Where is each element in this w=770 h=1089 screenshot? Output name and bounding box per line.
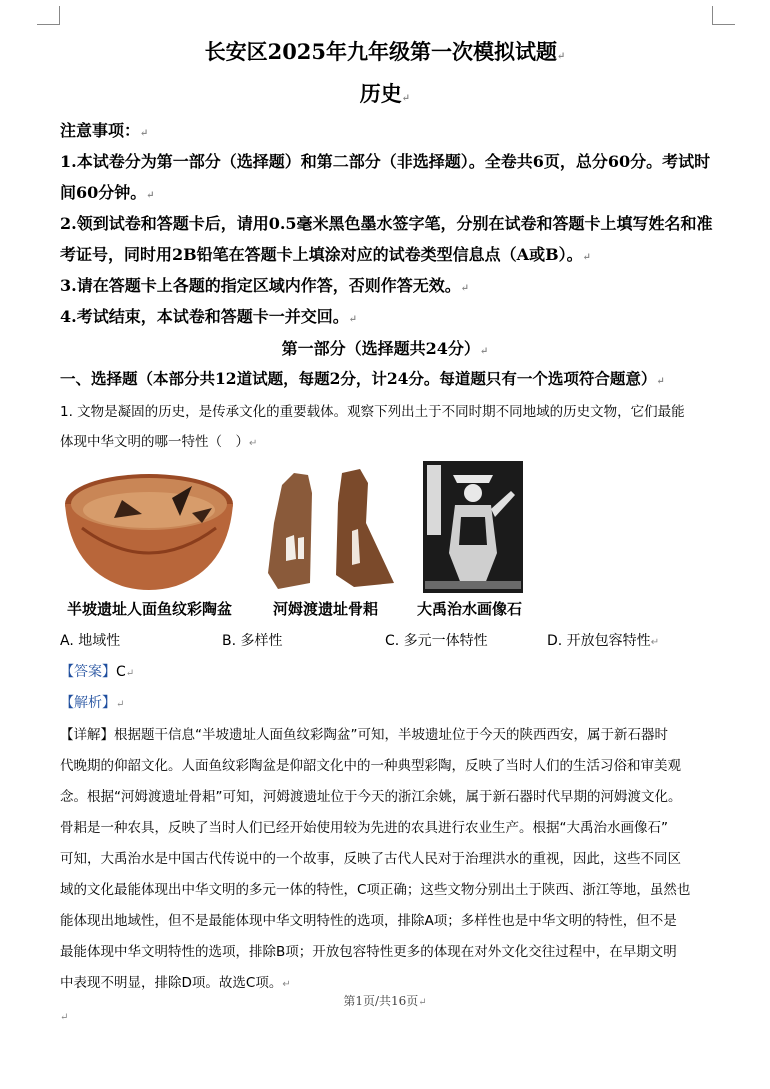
figure-caption-text: 半坡遗址人面鱼纹彩陶盆 xyxy=(67,600,233,618)
paragraph-mark: ↵ xyxy=(249,438,258,449)
section-heading xyxy=(60,367,665,389)
notice-text: 1.本试卷分为第一部分（选择题）和第二部分（非选择题）。全卷共6页，总分60分。考试时 xyxy=(60,152,711,171)
detail-line xyxy=(60,847,681,867)
figure-caption-text: 大禹治水画像石 xyxy=(417,600,523,618)
paragraph-mark: ↵ xyxy=(348,314,358,325)
detail-line xyxy=(60,940,677,960)
option-d xyxy=(547,630,659,650)
notice-item xyxy=(60,180,155,203)
detail-text: 能体现出地域性，但不是最能体现中华文明特性的选项，排除A项；多样性也是中华文明的特性，但不是 xyxy=(60,913,677,929)
notice-text: 间60分钟。 xyxy=(60,183,147,202)
detail-text: 域的文化最能体现出中华文明的多元一体的特性，C项正确；这些文物分别出土于陕西、浙江等地，虽然也 xyxy=(60,882,691,898)
detail-text: 念。根据“河姆渡遗址骨耜”可知，河姆渡遗址位于今天的浙江余姚，属于新石器时代早期的河姆渡文化。 xyxy=(60,789,682,805)
option-text: B. 多样性 xyxy=(222,633,283,649)
detail-text: 最能体现中华文明特性的选项，排除B项；开放包容特性更多的体现在对外文化交往过程中，在早期文明 xyxy=(60,944,677,960)
question-stem xyxy=(60,430,257,450)
question-stem xyxy=(60,400,685,420)
notice-text: 4.考试结束，本试卷和答题卡一并交回。 xyxy=(60,307,349,326)
detail-text: 骨耜是一种农具，反映了当时人们已经开始使用较为先进的农具进行农业生产。根据“大禹治水画像石” xyxy=(60,820,668,836)
exam-title-text: 长安区2025年九年级第一次模拟试题 xyxy=(204,39,558,64)
option-text: A. 地域性 xyxy=(60,633,121,649)
detail-line xyxy=(60,816,668,836)
notice-item xyxy=(60,242,591,265)
answer-value: C xyxy=(116,664,126,680)
notice-heading-text: 注意事项： xyxy=(60,121,141,140)
paragraph-mark: ↵ xyxy=(656,376,665,387)
paragraph-mark: ↵ xyxy=(116,699,125,710)
paragraph-mark: ↵ xyxy=(479,346,489,357)
notice-item xyxy=(60,211,713,234)
detail-line xyxy=(60,971,291,991)
subject-title-text: 历史 xyxy=(359,81,402,106)
detail-line xyxy=(60,754,681,774)
paragraph-mark: ↵ xyxy=(401,93,411,104)
paragraph-mark: ↵ xyxy=(460,283,470,294)
detail-line xyxy=(60,723,668,743)
answer-label: 【答案】 xyxy=(60,664,116,680)
detail-text: 代晚期的仰韶文化。人面鱼纹彩陶盆是仰韶文化中的一种典型彩陶，反映了当时人们的生活习俗和审美观 xyxy=(60,758,681,774)
exam-title xyxy=(0,36,770,66)
paragraph-mark: ↵ xyxy=(125,668,135,679)
paragraph-mark: ↵ xyxy=(557,51,566,62)
analysis-label: 【解析】 xyxy=(60,695,116,711)
notice-text: 2.领到试卷和答题卡后，请用0.5毫米黑色墨水签字笔，分别在试卷和答题卡上填写姓名和准 xyxy=(60,214,713,233)
paragraph-mark: ↵ xyxy=(282,979,291,990)
notice-item xyxy=(60,304,357,327)
figure-caption xyxy=(273,598,378,619)
option-b xyxy=(222,630,283,650)
notice-item xyxy=(60,273,469,296)
paragraph-mark: ↵ xyxy=(140,128,149,139)
detail-line xyxy=(60,878,690,898)
paragraph-mark: ↵ xyxy=(146,190,155,201)
notice-text: 考证号，同时用2B铅笔在答题卡上填涂对应的试卷类型信息点（A或B）。 xyxy=(60,245,583,264)
bone-spade-image xyxy=(264,463,398,593)
notice-item xyxy=(60,149,710,172)
question-stem-text: 体现中华文明的哪一特性（ ） xyxy=(60,434,249,450)
detail-line xyxy=(60,785,682,805)
paragraph-mark: ↵ xyxy=(418,997,427,1008)
page-footer xyxy=(0,992,770,1009)
part1-title xyxy=(0,336,770,359)
notice-text: 3.请在答题卡上各题的指定区域内作答，否则作答无效。 xyxy=(60,276,461,295)
figure-caption xyxy=(417,598,522,619)
notice-heading xyxy=(60,118,148,141)
pottery-basin-image xyxy=(62,468,237,596)
analysis-line xyxy=(60,692,124,712)
section-heading-text: 一、选择题（本部分共12道试题，每题2分，计24分。每道题只有一个选项符合题意） xyxy=(60,369,657,388)
option-c xyxy=(385,630,488,650)
detail-text: 【详解】根据题干信息“半坡遗址人面鱼纹彩陶盆”可知，半坡遗址位于今天的陕西西安，属于新石器时 xyxy=(60,727,668,743)
paragraph-mark: ↵ xyxy=(582,252,591,263)
option-a xyxy=(60,630,120,650)
option-text: C. 多元一体特性 xyxy=(385,633,488,649)
subject-title xyxy=(0,78,770,108)
crop-mark-left xyxy=(37,6,60,25)
paragraph-mark: ↵ xyxy=(650,637,660,648)
part1-title-text: 第一部分（选择题共24分） xyxy=(281,339,480,358)
page-number: 第1页/共16页 xyxy=(343,994,419,1008)
paragraph-mark: ↵ xyxy=(60,1012,69,1023)
detail-text: 中表现不明显，排除D项。故选C项。 xyxy=(60,975,283,991)
stone-relief-image xyxy=(423,461,523,593)
detail-text: 可知，大禹治水是中国古代传说中的一个故事，反映了古代人民对于治理洪水的重视，因此，这些不同区 xyxy=(60,851,681,867)
detail-line xyxy=(60,909,677,929)
crop-mark-right xyxy=(712,6,735,25)
option-text: D. 开放包容特性 xyxy=(547,633,651,649)
figure-caption-text: 河姆渡遗址骨耜 xyxy=(273,600,379,618)
figure-caption xyxy=(67,598,232,619)
question-stem-text: 1. 文物是凝固的历史，是传承文化的重要载体。观察下列出土于不同时期不同地域的历史文物，它们最能 xyxy=(60,404,685,420)
answer-line xyxy=(60,661,134,681)
